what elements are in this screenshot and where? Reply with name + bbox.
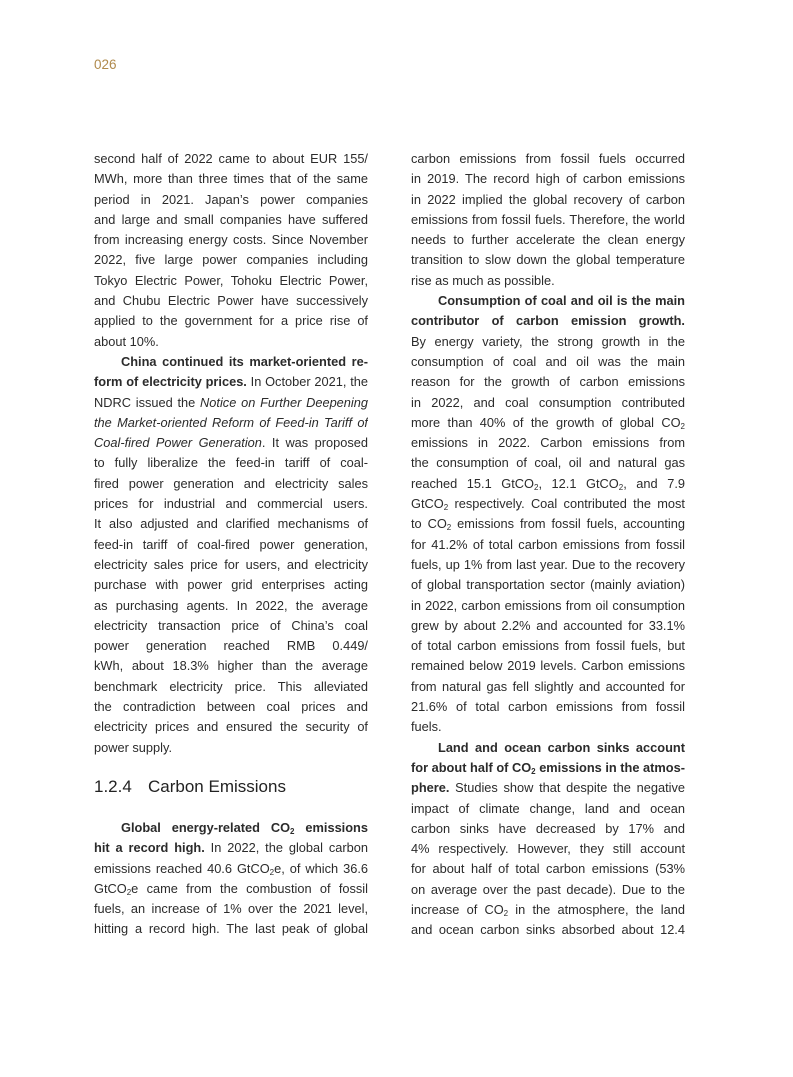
text-line bbox=[94, 838, 368, 858]
text-line bbox=[94, 413, 368, 433]
text-span: Global energy-related CO bbox=[121, 820, 291, 835]
paragraph-coal-oil-contribution bbox=[411, 291, 685, 738]
text-line bbox=[411, 900, 685, 920]
text-line: kWh, about 18.3% higher than the average bbox=[94, 658, 368, 674]
bold-lead: China continued its market-oriented re- bbox=[121, 353, 368, 369]
subscript: 2 bbox=[680, 421, 685, 431]
text-span: emissions bbox=[294, 820, 368, 835]
text-line: of global transportation sector (mainly aviation) bbox=[411, 577, 685, 593]
text-line: reason for the growth of carbon emissions bbox=[411, 374, 685, 390]
text-line: electricity prices and ensured the security of bbox=[94, 719, 368, 735]
text-line: in 2022, carbon emissions from oil consumption bbox=[411, 597, 685, 613]
text-line: in 2022, and coal consumption contributed bbox=[411, 394, 685, 410]
text-line: period in 2021. Japan’s power companies bbox=[94, 191, 368, 207]
text-span: . It was proposed bbox=[261, 435, 368, 451]
text-line: of total carbon emissions from fossil fuels, but bbox=[411, 638, 685, 654]
right-column bbox=[411, 149, 685, 941]
text-line: power generation reached RMB 0.449/ bbox=[94, 638, 368, 654]
text-line: to fully liberalize the feed-in tariff of coal- bbox=[94, 455, 368, 471]
bold-lead: phere. bbox=[411, 780, 450, 796]
left-column bbox=[94, 149, 368, 758]
text-line: impact of climate change, land and ocean bbox=[411, 800, 685, 816]
text-line: about 10%. bbox=[94, 333, 159, 349]
subscript: 2 bbox=[531, 766, 536, 776]
text-line: from natural gas fell slightly and accounted for bbox=[411, 678, 685, 694]
text-span: , 12.1 GtCO bbox=[538, 475, 619, 491]
text-line bbox=[411, 311, 685, 331]
subscript: 2 bbox=[126, 887, 132, 897]
text-line: power supply. bbox=[94, 739, 173, 755]
subscript: 2 bbox=[446, 523, 452, 533]
text-line bbox=[94, 879, 368, 899]
text-span: increase of CO bbox=[411, 901, 504, 917]
subscript: 2 bbox=[290, 827, 295, 836]
text-line: fuels, up 1% from last year. Due to the recovery bbox=[411, 556, 685, 572]
text-line: prices for industrial and commercial users. bbox=[94, 496, 368, 512]
text-span: for about half of CO bbox=[411, 759, 532, 775]
text-line: By energy variety, the strong growth in the bbox=[411, 333, 685, 349]
text-line: carbon sinks have decreased by 17% and bbox=[411, 820, 685, 836]
text-line: fuels, an increase of 1% over the 2021 level, bbox=[94, 901, 368, 917]
bold-lead bbox=[121, 820, 368, 835]
text-line: 21.6% of total carbon emissions from fossil bbox=[411, 699, 685, 715]
text-line: benchmark electricity price. This alleviated bbox=[94, 678, 368, 694]
text-span: in the atmosphere, the land bbox=[508, 901, 685, 917]
text-line bbox=[411, 514, 685, 534]
subscript: 2 bbox=[503, 908, 509, 918]
paragraph-china-price-reform bbox=[94, 352, 368, 758]
text-span: emissions from fossil fuels, accounting bbox=[451, 516, 685, 532]
text-line: on average over the past decade). Due to the bbox=[411, 881, 685, 897]
text-line bbox=[94, 859, 368, 879]
text-line: hitting a record high. The last peak of global bbox=[94, 921, 368, 937]
text-line: remained below 2019 levels. Carbon emissions bbox=[411, 658, 685, 674]
text-span: reached 15.1 GtCO bbox=[411, 475, 534, 491]
text-line: consumption of coal and oil was the main bbox=[411, 353, 685, 369]
bold-lead: hit a record high. bbox=[94, 840, 205, 856]
text-line bbox=[411, 758, 685, 778]
text-span: GtCO bbox=[94, 880, 127, 896]
subscript: 2 bbox=[618, 482, 624, 492]
text-span: Studies show that despite the negative bbox=[449, 780, 685, 796]
text-line: in 2019. The record high of carbon emissions bbox=[411, 171, 685, 187]
paragraph-record-high-continued bbox=[411, 149, 685, 291]
subscript: 2 bbox=[533, 482, 539, 492]
text-line bbox=[94, 433, 368, 453]
section-number: 1.2.4 bbox=[94, 777, 132, 796]
paragraph-global-co2-record bbox=[94, 818, 368, 940]
text-span: respectively. Coal contributed the most bbox=[448, 496, 685, 512]
bold-lead: form of electricity prices. bbox=[94, 374, 247, 390]
document-title-italic: the Market-oriented Reform of Feed-in Tariff of bbox=[94, 414, 368, 430]
document-title-italic: Coal-fired Power Generation bbox=[94, 435, 262, 451]
text-span: e, of which 36.6 bbox=[274, 860, 368, 876]
bold-lead: Consumption of coal and oil is the main bbox=[438, 293, 685, 309]
text-span: to CO bbox=[411, 516, 447, 532]
text-line bbox=[94, 372, 368, 392]
subscript: 2 bbox=[269, 867, 275, 877]
text-span: emissions reached 40.6 GtCO bbox=[94, 860, 270, 876]
text-line: and large and small companies have suffered bbox=[94, 211, 368, 227]
text-line bbox=[411, 413, 685, 433]
text-span: NDRC issued the bbox=[94, 394, 201, 410]
text-span: GtCO bbox=[411, 496, 444, 512]
text-line: fuels. bbox=[411, 719, 442, 735]
bold-lead: Land and ocean carbon sinks account bbox=[438, 739, 685, 755]
text-line: in 2022 implied the global recovery of carbon bbox=[411, 191, 685, 207]
text-span: e came from the combustion of fossil bbox=[131, 880, 368, 896]
text-line: from increasing energy costs. Since November bbox=[94, 232, 368, 248]
page-number: 026 bbox=[94, 57, 117, 72]
text-line: electricity transaction price of China’s coal bbox=[94, 617, 368, 633]
text-line: grew by about 2.2% and accounted for 33.1% bbox=[411, 617, 685, 633]
text-line: It also adjusted and clarified mechanisms of bbox=[94, 516, 368, 532]
document-title-italic: Notice on Further Deepening bbox=[200, 394, 368, 410]
text-line: the contradiction between coal prices and bbox=[94, 699, 368, 715]
text-line: Tokyo Electric Power, Tohoku Electric Power, bbox=[94, 272, 368, 288]
text-line: electricity sales price for users, and electricity bbox=[94, 556, 368, 572]
text-line: rise as much as possible. bbox=[411, 272, 555, 288]
text-line bbox=[411, 291, 685, 311]
text-span: In 2022, the global carbon bbox=[204, 840, 368, 856]
text-line: MWh, more than three times that of the same bbox=[94, 171, 368, 187]
text-line bbox=[411, 494, 685, 514]
text-line: purchase with power grid enterprises acting bbox=[94, 577, 368, 593]
section-heading bbox=[94, 777, 286, 797]
text-line: fired power generation and electricity sales bbox=[94, 475, 368, 491]
section-title: Carbon Emissions bbox=[148, 777, 286, 796]
text-line bbox=[411, 474, 685, 494]
text-span: , and 7.9 bbox=[623, 475, 685, 491]
text-line: 2022, five large power companies including bbox=[94, 252, 368, 268]
text-line: the consumption of coal, oil and natural gas bbox=[411, 455, 685, 471]
text-line: second half of 2022 came to about EUR 155/ bbox=[94, 151, 368, 166]
text-line: feed-in tariff of coal-fired power generation, bbox=[94, 536, 368, 552]
text-line bbox=[94, 352, 368, 372]
text-line bbox=[94, 818, 368, 838]
text-line bbox=[94, 393, 368, 413]
text-span: more than 40% of the growth of global CO bbox=[411, 414, 681, 430]
text-line: applied to the government for a price rise of bbox=[94, 313, 368, 329]
text-line bbox=[411, 738, 685, 758]
text-line: transition to slow down the global temperature bbox=[411, 252, 685, 268]
text-line: for about half of total carbon emissions (53% bbox=[411, 861, 685, 877]
text-line: needs to further accelerate the clean energy bbox=[411, 232, 685, 248]
text-line: emissions in 2022. Carbon emissions from bbox=[411, 435, 685, 451]
paragraph-carbon-sinks bbox=[411, 738, 685, 941]
left-column-lower bbox=[94, 818, 368, 940]
text-line: and Chubu Electric Power have successively bbox=[94, 293, 368, 309]
text-line: emissions from fossil fuels. Therefore, the world bbox=[411, 211, 685, 227]
text-line bbox=[411, 778, 685, 798]
text-span: In October 2021, the bbox=[246, 374, 368, 390]
subscript: 2 bbox=[443, 503, 449, 513]
text-line: and ocean carbon sinks absorbed about 12.4 bbox=[411, 922, 685, 938]
text-line: as purchasing agents. In 2022, the average bbox=[94, 597, 368, 613]
bold-lead: contributor of carbon emission growth. bbox=[411, 313, 685, 329]
text-line: for 41.2% of total carbon emissions from fossil bbox=[411, 536, 685, 552]
bold-lead bbox=[411, 760, 685, 775]
text-span: emissions in the atmos- bbox=[535, 759, 685, 775]
paragraph-japan-power-prices bbox=[94, 149, 368, 352]
text-line: carbon emissions from fossil fuels occurred bbox=[411, 151, 685, 166]
text-line: 4% respectively. However, they still account bbox=[411, 841, 685, 857]
